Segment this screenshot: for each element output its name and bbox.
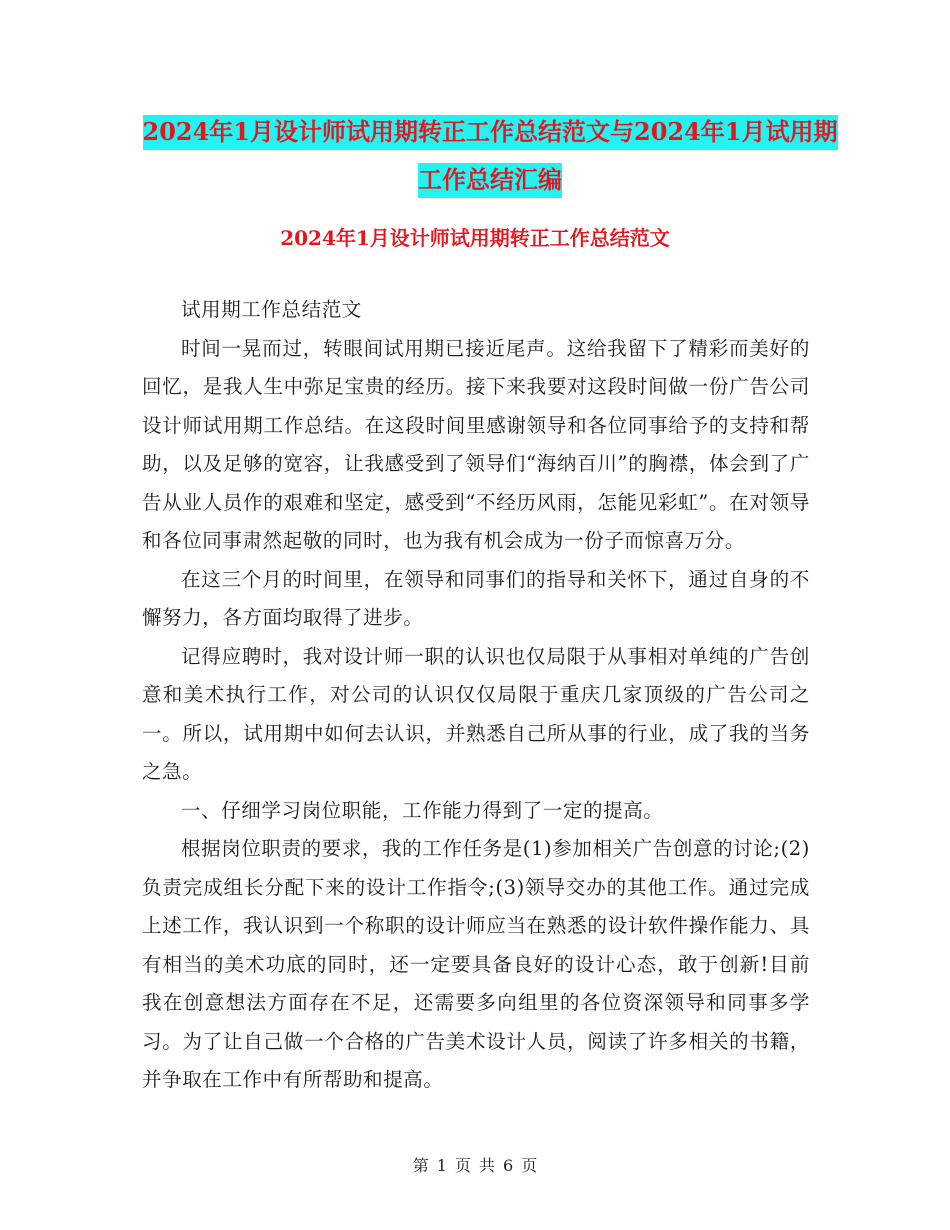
section-title: 2024年1月设计师试用期转正工作总结范文 [280, 226, 670, 250]
footer-page-unit: 页 [454, 1156, 471, 1175]
footer-page-label: 第 [412, 1156, 429, 1175]
paragraph: 时间一晃而过，转眼间试用期已接近尾声。这给我留下了精彩而美好的回忆，是我人生中弥足宝贵的经历。接下来我要对这段时间做一份广告公司设计师试用期工作总结。在这段时间里感谢领导和各位同事给予的支持和帮助，以及足够的宽容，让我感受到了领导们“海纳百川”的胸襟，体会到了广告从业人员作的艰难和坚定，感受到“不经历风雨，怎能见彩虹”。在对领导和各位同事肃然起敬的同时，也为我有机会成为一份子而惊喜万分。 [142, 336, 810, 552]
document-title-highlight: 2024年1月设计师试用期转正工作总结范文与2024年1月试用期工作总结汇编 [143, 115, 838, 198]
footer-total-unit: 页 [521, 1156, 538, 1175]
document-body [142, 291, 810, 1100]
footer-page-current: 1 [436, 1156, 447, 1175]
footer-total-label: 共 [479, 1156, 496, 1175]
paragraph: 一、仔细学习岗位职能，工作能力得到了一定的提高。 [181, 798, 664, 822]
paragraph: 在这三个月的时间里，在领导和同事们的指导和关怀下，通过自身的不懈努力，各方面均取得了进步。 [142, 567, 810, 629]
paragraph: 根据岗位职责的要求，我的工作任务是(1)参加相关广告创意的讨论;(2)负责完成组长分配下来的设计工作指令;(3)领导交办的其他工作。通过完成上述工作，我认识到一个称职的设计师应当在熟悉的设计软件操作能力、具有相当的美术功底的同时，还一定要具备良好的设计心态，敢于创新!目前我在创意想法方面存在不足，还需要多向组里的各位资深领导和同事多学习。为了让自己做一个合格的广告美术设计人员，阅读了许多相关的书籍，并争取在工作中有所帮助和提高。 [142, 837, 810, 1091]
document-title [140, 108, 840, 204]
footer-page-total: 6 [503, 1156, 514, 1175]
paragraph: 记得应聘时，我对设计师一职的认识也仅局限于从事相对单纯的广告创意和美术执行工作，对公司的认识仅仅局限于重庆几家顶级的广告公司之一。所以，试用期中如何去认识，并熟悉自己所从事的行业，成了我的当务之急。 [142, 644, 810, 783]
page-footer [0, 1156, 950, 1176]
paragraph: 试用期工作总结范文 [181, 298, 362, 321]
